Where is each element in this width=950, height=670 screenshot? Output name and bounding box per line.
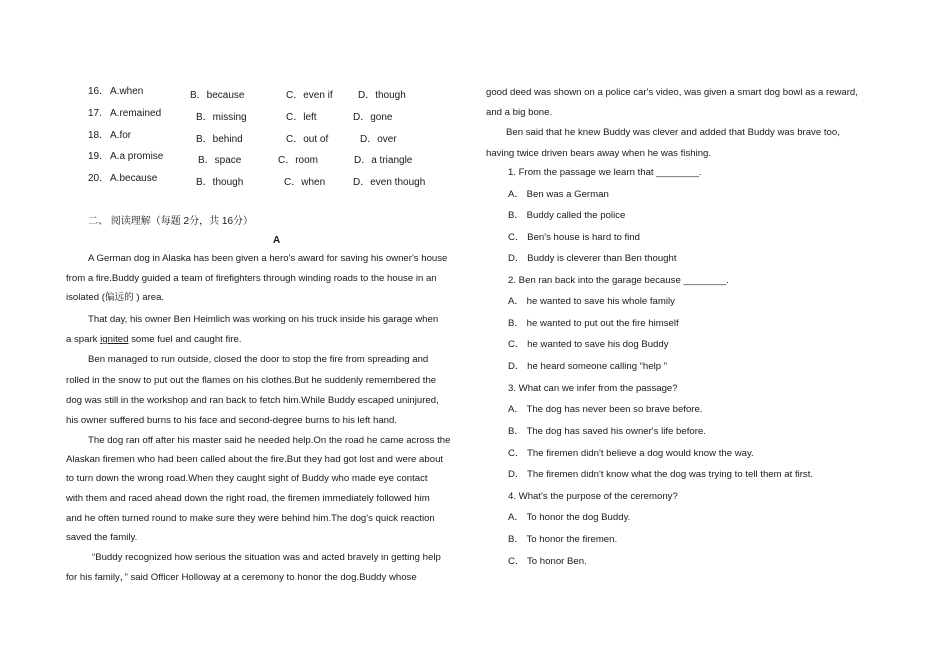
passage-line: his owner suffered burns to his face and second-degree burns to his left hand. — [66, 415, 398, 426]
passage-line: from a fire.Buddy guided a team of firefighters through winding roads to the house in an — [66, 273, 437, 284]
passage-line: Ben said that he knew Buddy was clever and added that Buddy was brave too, — [506, 127, 840, 138]
cloze-row — [88, 173, 488, 187]
option-a: A.when — [110, 86, 144, 97]
passage-letter: A — [273, 235, 281, 246]
passage-line: saved the family. — [66, 532, 138, 543]
option-d: D．a triangle — [354, 155, 413, 166]
passage-line: Alaskan firemen who had been called about the fire.But they had got lost and were about — [66, 454, 444, 465]
option-b: B．behind — [196, 134, 243, 145]
passage-line: isolated (偏远的 ) area. — [66, 292, 165, 303]
answer-option: B． he wanted to put out the fire himself — [508, 318, 679, 329]
passage-line — [66, 333, 241, 347]
option-b: B．because — [190, 90, 245, 101]
answer-option: C． To honor Ben. — [508, 556, 587, 567]
passage-line: to turn down the wrong road.When they caught sight of Buddy who made eye contact — [66, 473, 428, 484]
passage-line: for his family，” said Officer Holloway at a ceremony to honor the dog.Buddy whose — [66, 572, 417, 583]
cloze-row — [88, 108, 488, 122]
answer-option: D． The firemen didn't know what the dog was trying to tell them at first. — [508, 469, 814, 480]
underlined-word: ignited — [100, 334, 129, 345]
option-b: B．though — [196, 177, 244, 188]
passage-line: The dog ran off after his master said he needed help.On the road he came across the — [88, 435, 451, 446]
answer-option: A． To honor the dog Buddy. — [508, 512, 631, 523]
passage-line: having twice driven bears away when he was fishing. — [486, 148, 712, 159]
passage-line: good deed was shown on a police car's video, was given a smart dog bowl as a reward, — [486, 87, 858, 98]
question-stem: 4. What's the purpose of the ceremony? — [508, 491, 678, 502]
question-stem: 1. From the passage we learn that ________. — [508, 167, 702, 178]
option-c: C．when — [284, 177, 326, 188]
passage-line: “Buddy recognized how serious the situation was and acted bravely in getting help — [92, 552, 441, 563]
question-stem: 3. What can we infer from the passage? — [508, 383, 678, 394]
cloze-row — [88, 86, 488, 100]
option-c: C．room — [278, 155, 319, 166]
passage-line: with them and raced ahead down the right road, the firemen immediately followed him — [66, 493, 430, 504]
option-d: D．though — [358, 90, 406, 101]
option-c: C．left — [286, 112, 317, 123]
option-d: D．even though — [353, 177, 426, 188]
cloze-row — [88, 151, 488, 165]
question-number: 19. — [88, 151, 102, 162]
passage-line: rolled in the snow to put out the flames on his clothes.But he suddenly remembered the — [66, 375, 437, 386]
passage-line: dog was still in the workshop and ran back to fetch him.While Buddy escaped uninjured, — [66, 395, 439, 406]
passage-line: and a big bone. — [486, 107, 553, 118]
passage-text: a spark — [66, 334, 101, 345]
passage-line: Ben managed to run outside, closed the door to stop the fire from spreading and — [88, 354, 429, 365]
option-a: A.because — [110, 173, 158, 184]
option-a: A.a promise — [110, 151, 164, 162]
option-b: B．space — [198, 155, 242, 166]
question-number: 16. — [88, 86, 102, 97]
answer-option: B． The dog has saved his owner's life before. — [508, 426, 706, 437]
answer-option: D． Buddy is cleverer than Ben thought — [508, 253, 677, 264]
passage-line: and he often turned round to make sure they were behind him.The dog's quick reaction — [66, 513, 435, 524]
passage-line: That day, his owner Ben Heimlich was working on his truck inside his garage when — [88, 314, 439, 325]
answer-option: A． The dog has never been so brave before. — [508, 404, 703, 415]
answer-option: A． he wanted to save his whole family — [508, 296, 675, 307]
answer-option: C． The firemen didn't believe a dog would know the way. — [508, 448, 754, 459]
option-d: D．gone — [353, 112, 393, 123]
answer-option: C． he wanted to save his dog Buddy — [508, 339, 669, 350]
option-c: C．out of — [286, 134, 329, 145]
option-c: C．even if — [286, 90, 333, 101]
option-d: D．over — [360, 134, 397, 145]
answer-option: B． Buddy called the police — [508, 210, 626, 221]
answer-option: A． Ben was a German — [508, 189, 609, 200]
passage-text: some fuel and caught fire. — [128, 334, 242, 345]
section-heading: 二、 阅读理解（每题 2分，共 16分） — [88, 216, 254, 227]
question-number: 20. — [88, 173, 102, 184]
question-number: 18. — [88, 130, 102, 141]
question-stem: 2. Ben ran back into the garage because ________. — [508, 275, 729, 286]
option-a: A.remained — [110, 108, 162, 119]
passage-line: A German dog in Alaska has been given a hero's award for saving his owner's house — [88, 253, 448, 264]
answer-option: D． he heard someone calling “help ” — [508, 361, 667, 372]
option-a: A.for — [110, 130, 132, 141]
cloze-row — [88, 130, 488, 144]
answer-option: C． Ben's house is hard to find — [508, 232, 640, 243]
option-b: B．missing — [196, 112, 247, 123]
question-number: 17. — [88, 108, 102, 119]
answer-option: B． To honor the firemen. — [508, 534, 618, 545]
